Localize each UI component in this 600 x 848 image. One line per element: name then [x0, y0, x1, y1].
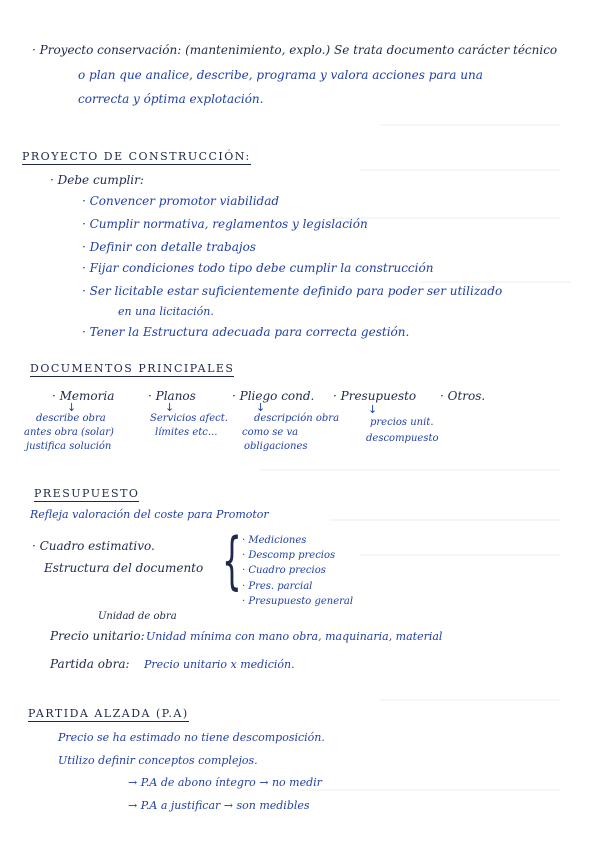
construccion-lead: · Debe cumplir:	[50, 173, 144, 187]
documento-title-memoria: · Memoria	[52, 389, 115, 403]
presupuesto-cuadro: · Cuadro estimativo.	[32, 539, 155, 553]
documento-title-pliego: · Pliego cond.	[232, 389, 315, 403]
down-arrow-icon: ↓	[368, 403, 378, 416]
documento-desc: Servicios afect.	[150, 413, 228, 424]
brace-icon: {	[222, 524, 242, 597]
precio-unitario-label: Precio unitario:	[50, 629, 145, 643]
documento-title-otros: · Otros.	[440, 389, 486, 403]
alzada-sub-1: → P.A de abono íntegro → no medir	[128, 776, 322, 789]
precio-unitario-text: Unidad mínima con mano obra, maquinaria, material	[146, 630, 443, 643]
documento-desc: antes obra (solar)	[24, 427, 114, 438]
down-arrow-icon: ↓	[67, 401, 77, 414]
documento-desc: descripción obra	[254, 413, 340, 424]
intro-line-3: correcta y óptima explotación.	[78, 92, 264, 106]
alzada-line-1: Precio se ha estimado no tiene descomposición.	[58, 731, 325, 744]
intro-line-1: · Proyecto conservación: (mantenimiento, explo.) Se trata documento carácter técnico	[32, 43, 558, 57]
section-heading-construccion: PROYECTO DE CONSTRUCCIÓN:	[22, 150, 251, 163]
construccion-item: · Fijar condiciones todo tipo debe cumplir la construcción	[82, 261, 434, 275]
construccion-item-continued: en una licitación.	[118, 305, 214, 318]
unidad-obra-note: Unidad de obra	[98, 611, 177, 622]
construccion-item: · Definir con detalle trabajos	[82, 240, 256, 254]
section-heading-documentos: DOCUMENTOS PRINCIPALES	[30, 362, 235, 375]
construccion-item: · Cumplir normativa, reglamentos y legislación	[82, 217, 368, 231]
presupuesto-list-item: · Descomp precios	[242, 550, 336, 561]
documento-title-presupuesto: · Presupuesto	[333, 389, 417, 403]
construccion-item: · Ser licitable estar suficientemente definido para poder ser utilizado	[82, 284, 503, 298]
alzada-sub-2: → P.A a justificar → son medibles	[128, 799, 310, 812]
documento-desc: como se va	[242, 427, 299, 438]
presupuesto-list-item: · Presupuesto general	[242, 596, 354, 607]
presupuesto-intro: Refleja valoración del coste para Promotor	[30, 508, 269, 521]
documento-title-planos: · Planos	[148, 389, 196, 403]
partida-obra-text: Precio unitario x medición.	[144, 658, 295, 671]
section-heading-alzada: PARTIDA ALZADA (P.A)	[28, 707, 189, 720]
documento-desc: precios unit.	[370, 417, 434, 428]
documento-desc: describe obra	[36, 413, 106, 424]
documento-desc: descompuesto	[366, 433, 439, 444]
alzada-line-2: Utilizo definir conceptos complejos.	[58, 754, 258, 767]
down-arrow-icon: ↓	[165, 401, 175, 414]
presupuesto-estructura: Estructura del documento	[44, 561, 204, 575]
presupuesto-list-item: · Pres. parcial	[242, 581, 313, 592]
construccion-item: · Convencer promotor viabilidad	[82, 194, 280, 208]
section-heading-presupuesto: PRESUPUESTO	[34, 487, 140, 500]
presupuesto-list-item: · Cuadro precios	[242, 565, 326, 576]
documento-desc: justifica solución	[26, 441, 112, 452]
documento-desc: obligaciones	[244, 441, 308, 452]
intro-line-2: o plan que analice, describe, programa y valora acciones para una	[78, 68, 483, 82]
construccion-item: · Tener la Estructura adecuada para correcta gestión.	[82, 325, 410, 339]
down-arrow-icon: ↓	[256, 401, 266, 414]
documento-desc: límites etc...	[155, 427, 218, 438]
presupuesto-list-item: · Mediciones	[242, 535, 307, 546]
partida-obra-label: Partida obra:	[50, 657, 130, 671]
